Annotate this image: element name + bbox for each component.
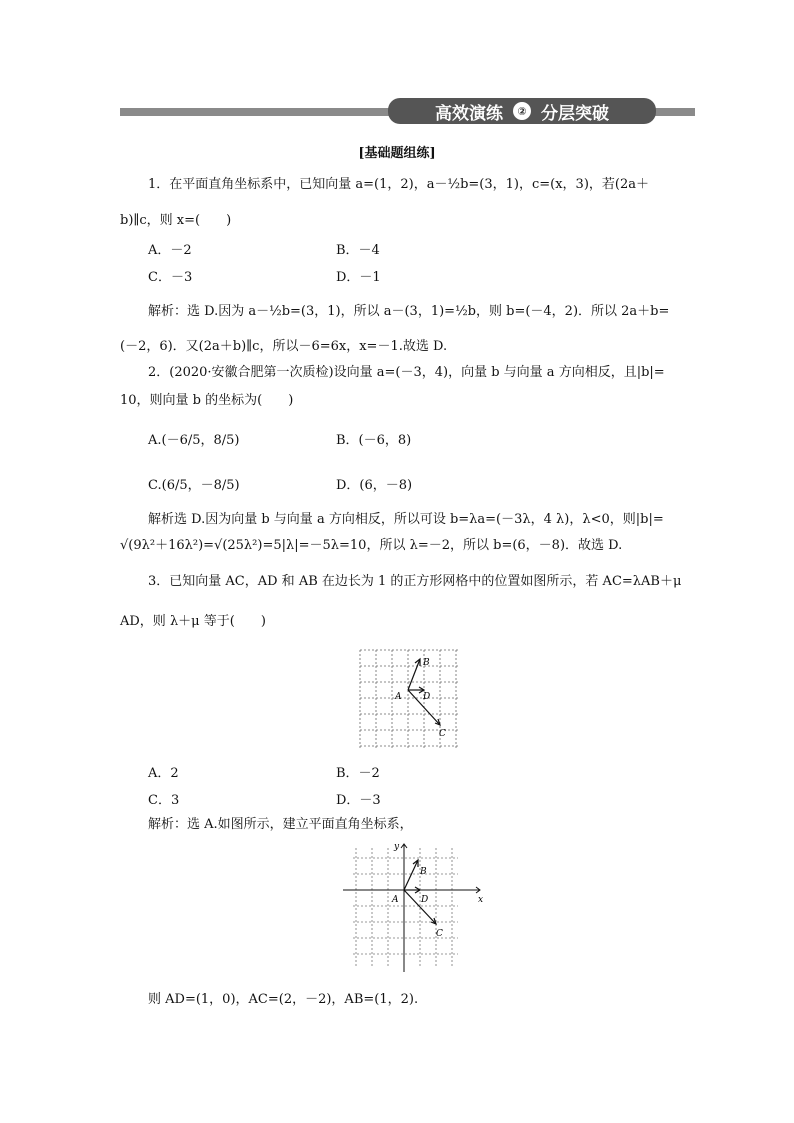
- q3-coordinate-figure: [338, 838, 488, 978]
- banner-badge-icon: ②: [513, 102, 531, 120]
- q2-option-d: D．(6，－8): [336, 478, 413, 493]
- q3-solution-final: 则 AD=(1，0)，AC=(2，－2)，AB=(1，2).: [148, 992, 419, 1007]
- q3-option-c: C．3: [148, 793, 180, 808]
- q3-solution-intro: 解析：选 A.如图所示，建立平面直角坐标系，: [148, 817, 413, 832]
- banner-title-left: 高效演练: [435, 103, 503, 124]
- q2-option-b: B．(－6，8): [336, 433, 412, 448]
- q1-line2: b)∥c，则 x=( ): [120, 213, 232, 228]
- point-d-label: D: [423, 692, 431, 702]
- q2-solution-line2: √(9λ²＋16λ²)=√(25λ²)=5|λ|=－5λ=10，所以 λ=－2，所以 b=(6，－8)．故选 D.: [120, 538, 623, 553]
- point-a-label: A: [395, 692, 402, 702]
- coord-vector-ab: [404, 860, 418, 890]
- q3-line2: AD，则 λ＋μ 等于( ): [120, 614, 266, 629]
- q1-line1: 1．在平面直角坐标系中，已知向量 a=(1，2)，a－½b=(3，1)，c=(x，3)，若(2a＋: [148, 177, 649, 192]
- q2-solution-line1: 解析选 D.因为向量 b 与向量 a 方向相反，所以可设 b=λa=(－3λ，4 λ)，λ<0，则|b|=: [148, 512, 664, 527]
- q2-line1: 2．(2020·安徽合肥第一次质检)设向量 a=(－3，4)，向量 b 与向量 a 方向相反，且|b|=: [148, 365, 665, 380]
- q2-option-a: A.(－6/5，8/5): [148, 433, 240, 448]
- q1-option-d: D．－1: [336, 270, 381, 285]
- y-axis-label: y: [394, 842, 400, 852]
- q1-option-a: A．－2: [148, 243, 192, 258]
- section-banner: [120, 98, 695, 124]
- point-c-label: C: [439, 729, 446, 739]
- q2-option-c: C.(6/5，－8/5): [148, 478, 240, 493]
- coord-point-b-label: B: [420, 867, 427, 877]
- banner-label: [388, 98, 656, 124]
- q1-option-c: C．－3: [148, 270, 193, 285]
- coord-point-c-label: C: [436, 929, 443, 939]
- q3-option-a: A．2: [148, 766, 179, 781]
- q3-line1: 3．已知向量 AC，AD 和 AB 在边长为 1 的正方形网格中的位置如图所示，若 AC=λAB＋μ: [148, 574, 682, 589]
- q3-option-d: D．－3: [336, 793, 381, 808]
- q3-option-b: B．－2: [336, 766, 380, 781]
- q1-solution-line2: (－2，6)．又(2a＋b)∥c，所以－6=6x，x=－1.故选 D.: [120, 339, 448, 354]
- point-b-label: B: [423, 658, 430, 668]
- section-label: [基础题组练]: [358, 146, 436, 161]
- q2-line2: 10，则向量 b 的坐标为( ): [120, 393, 294, 408]
- x-axis-label: x: [478, 895, 484, 905]
- q1-solution-line1: 解析：选 D.因为 a－½b=(3，1)，所以 a－(3，1)=½b，则 b=(－4，2)．所以 2a＋b=: [148, 304, 670, 319]
- q3-grid-figure: [355, 645, 465, 755]
- vector-ab: [408, 659, 420, 690]
- coord-point-a-label: A: [392, 895, 399, 905]
- banner-title-right: 分层突破: [541, 103, 609, 124]
- coord-vector-ac: [404, 890, 436, 924]
- coord-point-d-label: D: [421, 895, 429, 905]
- q1-option-b: B．－4: [336, 243, 380, 258]
- coord-grid-lines: [353, 848, 458, 968]
